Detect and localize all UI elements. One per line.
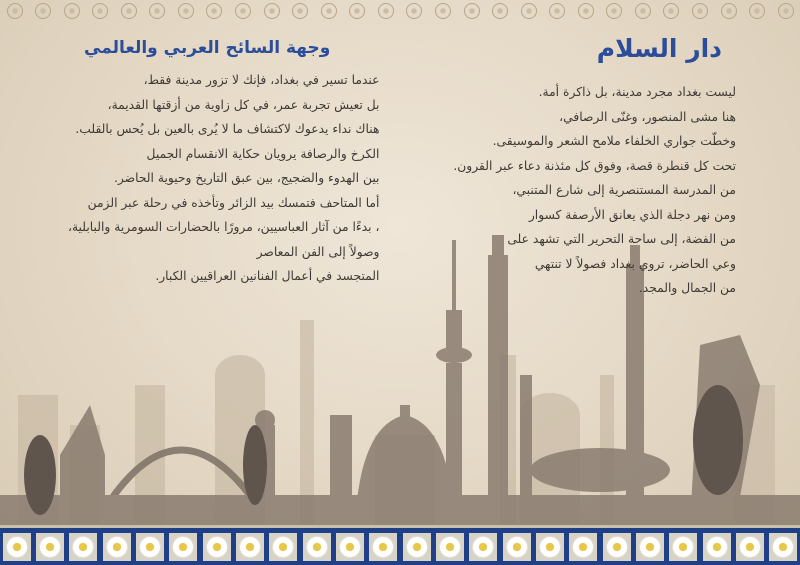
daisy-tile-icon — [636, 533, 664, 561]
daisy-tile-icon — [736, 533, 764, 561]
daisy-tile-icon — [603, 533, 631, 561]
rosette-icon — [406, 3, 422, 19]
rosette-icon — [349, 3, 365, 19]
rosette-icon — [206, 3, 222, 19]
text-line: وصولاً إلى الفن المعاصر — [256, 244, 380, 259]
rosette-icon — [435, 3, 451, 19]
text-line: وعي الحاضر، تروي بغداد فصولاً لا تنتهي — [534, 256, 736, 271]
daisy-tile-icon — [269, 533, 297, 561]
daisy-tile-icon — [3, 533, 31, 561]
rosette-icon — [549, 3, 565, 19]
daisy-tile-icon — [703, 533, 731, 561]
rosette-icon — [378, 3, 394, 19]
left-column-title: وجهة السائح العربي والعالمي — [84, 38, 331, 58]
rosette-icon — [35, 3, 51, 19]
daisy-tile-icon — [303, 533, 331, 561]
daisy-tile-icon — [436, 533, 464, 561]
text-line: من المدرسة المستنصرية إلى شارع المتنبي، — [512, 183, 736, 197]
rosette-icon — [121, 3, 137, 19]
rosette-icon — [578, 3, 594, 19]
right-column-body — [453, 80, 736, 301]
text-line: هنا مشى المنصور، وغنّى الرصافي، — [559, 109, 736, 124]
daisy-tile-icon — [769, 533, 797, 561]
rosette-icon — [749, 3, 765, 19]
daisy-tile-icon — [369, 533, 397, 561]
text-line: تحت كل قنطرة قصة، وفوق كل مئذنة دعاء عبر القرون. — [453, 158, 736, 173]
rosette-icon — [235, 3, 251, 19]
daisy-tile-icon — [669, 533, 697, 561]
daisy-tile-icon — [469, 533, 497, 561]
rosette-icon — [92, 3, 108, 19]
rosette-icon — [178, 3, 194, 19]
rosette-icon — [464, 3, 480, 19]
text-line: بين الهدوء والضجيج، بين عبق التاريخ وحيوية الحاضر. — [113, 171, 380, 185]
rosette-icon — [492, 3, 508, 19]
rosette-icon — [606, 3, 622, 19]
rosette-icon — [7, 3, 23, 19]
rosette-icon — [721, 3, 737, 19]
text-line: من الجمال والمجد. — [638, 281, 736, 295]
rosette-icon — [663, 3, 679, 19]
rosette-icon — [635, 3, 651, 19]
daisy-tile-icon — [236, 533, 264, 561]
text-line: ومن نهر دجلة الذي يعانق الأرصفة كسوار — [528, 207, 736, 222]
top-ornament-border — [0, 0, 800, 22]
text-line: بل تعيش تجربة عمر، في كل زاوية من أزقتها القديمة، — [107, 97, 380, 112]
rosette-icon — [64, 3, 80, 19]
rosette-icon — [264, 3, 280, 19]
text-line: عندما تسير في بغداد، فإنك لا تزور مدينة فقط، — [143, 73, 380, 87]
rosette-icon — [292, 3, 308, 19]
text-line: ، بدءًا من آثار العباسيين، مرورًا بالحضارات السومرية والبابلية، — [68, 220, 380, 234]
rosette-icon — [778, 3, 794, 19]
text-line: من الفضة، إلى ساحة التحرير التي تشهد على — [507, 232, 736, 246]
rosette-icon — [692, 3, 708, 19]
text-line: هناك نداء يدعوك لاكتشاف ما لا يُرى بالعين بل يُحس بالقلب. — [75, 122, 380, 136]
daisy-tile-icon — [103, 533, 131, 561]
text-line: ليست بغداد مجرد مدينة، بل ذاكرة أمة. — [538, 85, 736, 99]
text-line: وخطّت جواري الخلفاء ملامح الشعر والموسيقى. — [492, 134, 736, 148]
daisy-tile-icon — [536, 533, 564, 561]
bottom-tile-border — [0, 525, 800, 565]
daisy-tile-icon — [36, 533, 64, 561]
rosette-icon — [521, 3, 537, 19]
daisy-tile-icon — [136, 533, 164, 561]
daisy-tile-icon — [69, 533, 97, 561]
left-column-body — [68, 68, 379, 289]
text-line: المتجسد في أعمال الفنانين العراقيين الكبار. — [155, 269, 380, 283]
right-column-title: دار السلام — [596, 34, 722, 63]
text-line: الكرخ والرصافة يرويان حكاية الانقسام الجميل — [146, 146, 380, 161]
rosette-icon — [321, 3, 337, 19]
daisy-tile-icon — [336, 533, 364, 561]
daisy-tile-icon — [169, 533, 197, 561]
daisy-tile-icon — [503, 533, 531, 561]
daisy-tile-icon — [403, 533, 431, 561]
rosette-icon — [149, 3, 165, 19]
text-line: أما المتاحف فتمسك بيد الزائر وتأخذه في رحلة عبر الزمن — [87, 195, 380, 210]
daisy-tile-icon — [569, 533, 597, 561]
daisy-tile-icon — [203, 533, 231, 561]
